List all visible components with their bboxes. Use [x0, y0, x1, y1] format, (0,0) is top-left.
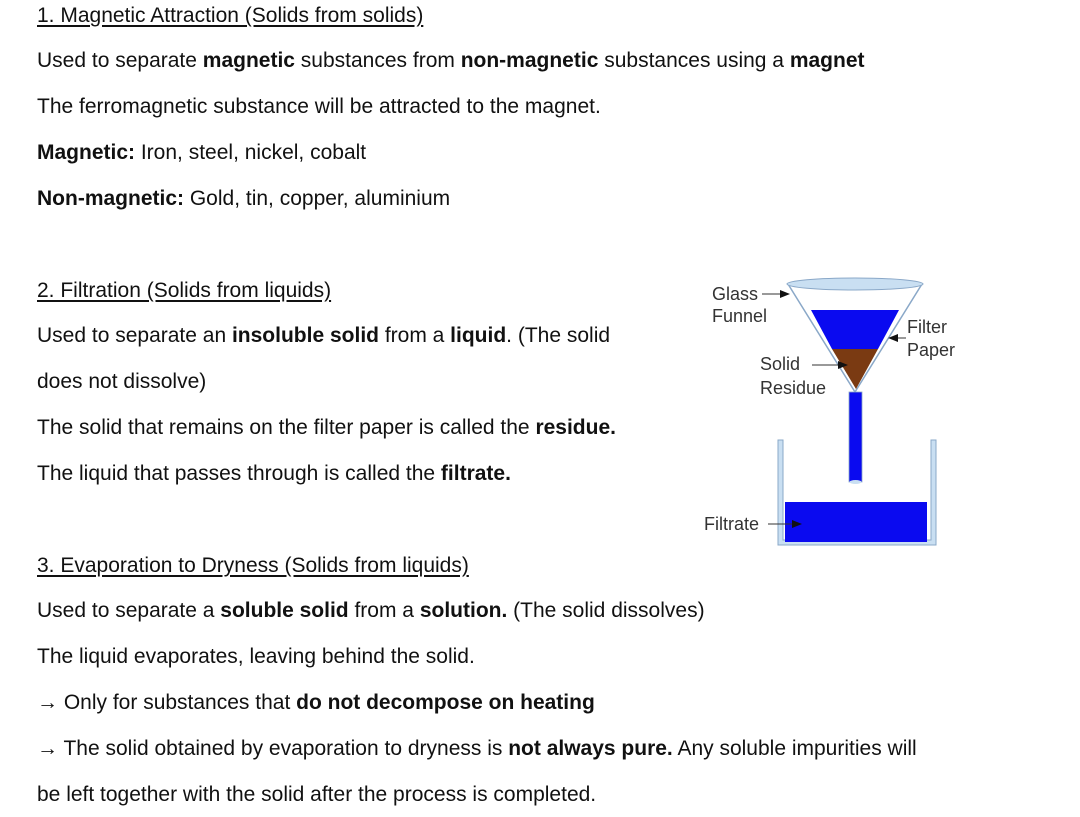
text-run: Gold, tin, copper, aluminium	[184, 187, 451, 210]
text-run: be left together with the solid after the process is completed.	[37, 783, 597, 806]
bold-term: Non-magnetic:	[37, 187, 184, 210]
text-line	[37, 736, 917, 762]
text-run: . (The solid	[506, 324, 611, 347]
text-line	[37, 323, 610, 349]
funnel-stem	[849, 392, 862, 482]
label-residue: Residue	[760, 378, 827, 398]
text-line	[37, 369, 206, 395]
label-filter: Filter	[907, 317, 947, 337]
arrow-icon	[780, 290, 790, 298]
text-line	[37, 186, 450, 212]
bold-term: do not decompose on heating	[296, 691, 595, 714]
text-line	[37, 598, 705, 624]
text-run: Iron, steel, nickel, cobalt	[135, 141, 367, 164]
text-run: Used to separate	[37, 49, 203, 72]
text-run: from a	[348, 599, 420, 622]
label-paper: Paper	[907, 340, 956, 360]
label-filtrate: Filtrate	[704, 514, 760, 534]
label-funnel: Funnel	[712, 306, 768, 326]
bold-term: not always pure.	[508, 737, 673, 760]
text-run: The liquid evaporates, leaving behind the solid.	[37, 645, 475, 668]
heading-filtration: 2. Filtration (Solids from liquids)	[37, 279, 332, 302]
text-run: Used to separate an	[37, 324, 232, 347]
filtration-diagram	[690, 270, 980, 560]
bold-term: magnet	[789, 49, 865, 72]
text-line	[37, 644, 475, 670]
bold-term: insoluble solid	[231, 324, 379, 347]
label-glass: Glass	[712, 284, 759, 304]
filtrate-liquid	[785, 502, 927, 542]
bold-term: soluble solid	[220, 599, 349, 622]
text-run: Any soluble impurities will	[672, 737, 917, 760]
text-run: The ferromagnetic substance will be attracted to the magnet.	[37, 95, 601, 118]
text-run: substances using a	[598, 49, 790, 72]
text-line	[37, 690, 595, 716]
bold-term: Magnetic:	[37, 141, 136, 164]
text-line	[37, 140, 366, 166]
text-line	[37, 48, 865, 74]
text-line	[37, 782, 596, 808]
text-run: substances from	[294, 49, 461, 72]
text-run: → Only for substances that	[37, 691, 297, 714]
bold-term: non-magnetic	[460, 49, 599, 72]
solid-residue	[832, 349, 878, 389]
heading-magnetic-attraction: 1. Magnetic Attraction (Solids from solids)	[37, 4, 424, 27]
bold-term: residue.	[535, 416, 616, 439]
text-run: → The solid obtained by evaporation to dryness is	[37, 737, 509, 760]
bold-term: liquid	[450, 324, 507, 347]
text-run: The solid that remains on the filter paper is called the	[37, 416, 536, 439]
funnel-rim	[787, 278, 923, 290]
text-run: (The solid dissolves)	[507, 599, 705, 622]
bold-term: filtrate.	[440, 462, 511, 485]
label-solid: Solid	[760, 354, 801, 374]
text-run: does not dissolve)	[37, 370, 207, 393]
bold-term: solution.	[419, 599, 508, 622]
text-line	[37, 415, 616, 441]
text-run: Used to separate a	[37, 599, 221, 622]
text-run: The liquid that passes through is called the	[37, 462, 441, 485]
text-run: from a	[378, 324, 451, 347]
heading-evaporation: 3. Evaporation to Dryness (Solids from liquids)	[37, 554, 469, 577]
bold-term: magnetic	[202, 49, 295, 72]
text-line	[37, 461, 511, 487]
text-line	[37, 94, 601, 120]
